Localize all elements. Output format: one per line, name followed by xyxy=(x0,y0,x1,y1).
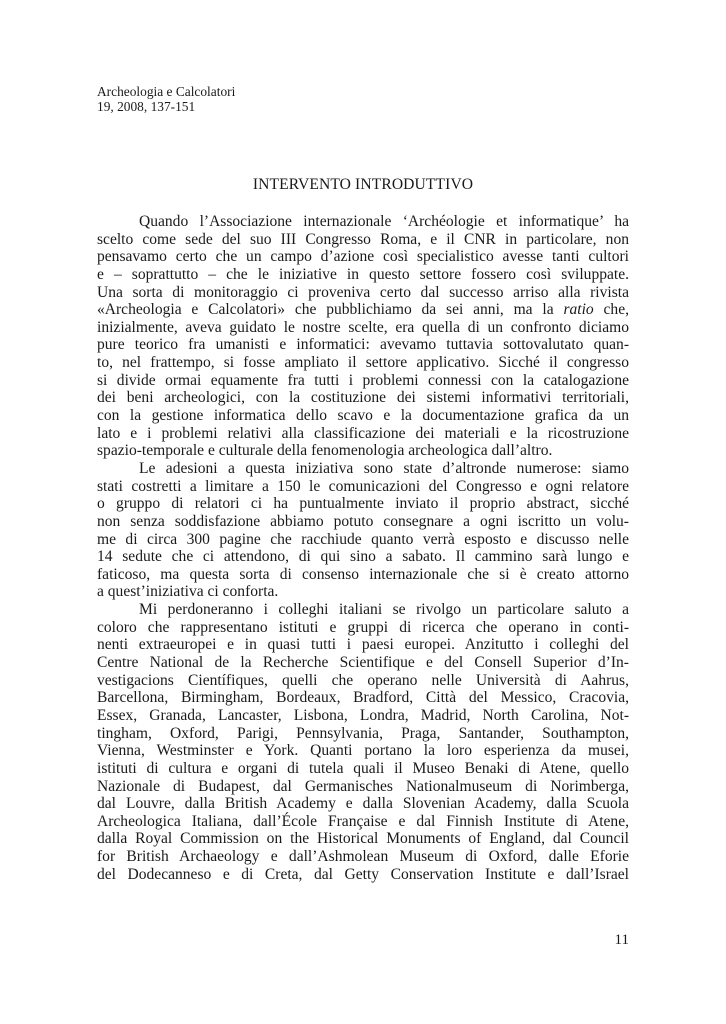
text-line: coloro che rappresentano istituti e gruppi di ricerca che operano in conti- xyxy=(97,618,629,636)
text-line: dalla Royal Commission on the Historical Monuments of England, dal Council xyxy=(97,830,629,848)
text-line: istituti di cultura e organi di tutela quali il Museo Benaki di Atene, quello xyxy=(97,759,629,777)
text-line: to, nel frattempo, si fosse ampliato il settore applicativo. Sicché il congresso xyxy=(97,354,629,372)
body-text xyxy=(97,213,629,883)
page-title: INTERVENTO INTRODUTTIVO xyxy=(252,176,474,193)
text-line: dal Louvre, dalla British Academy e dalla Slovenian Academy, dalla Scuola xyxy=(97,795,629,813)
italic-word: ratio xyxy=(563,301,594,319)
text-line: lato e i problemi relativi alla classificazione dei materiali e la ricostruzione xyxy=(97,424,629,442)
text-line: Essex, Granada, Lancaster, Lisbona, Londra, Madrid, North Carolina, Not- xyxy=(97,706,629,724)
journal-issue: 19, 2008, 137-151 xyxy=(97,99,196,114)
text-line: me di circa 300 pagine che racchiude quanto verrà esposto e discusso nelle xyxy=(97,530,629,548)
text-line: pensavamo certo che un campo d’azione così specialistico avesse tanti cultori xyxy=(97,248,629,266)
text-line: vestigacions Científiques, quelli che operano nelle Università di Aahrus, xyxy=(97,671,629,689)
text-line: pure teorico fra umanisti e informatici: avevamo tuttavia sottovalutato quan- xyxy=(97,336,629,354)
text-line: si divide ormai equamente fra tutti i problemi connessi con la catalogazione xyxy=(97,371,629,389)
text-line: non senza soddisfazione abbiamo potuto consegnare a ogni iscritto un volu- xyxy=(97,512,629,530)
text-line: Centre National de la Recherche Scientifique e del Consell Superior d’In- xyxy=(97,654,629,672)
text-line: con la gestione informatica dello scavo e la documentazione grafica da un xyxy=(97,407,629,425)
text-line: spazio-temporale e culturale della fenomenologia archeologica dall’altro. xyxy=(97,442,553,460)
text-line: «Archeologia e Calcolatori» che pubblichiamo da sei anni, ma la ratio che, xyxy=(97,301,629,319)
text-line: inizialmente, aveva guidato le nostre scelte, era quella di un confronto diciamo xyxy=(97,318,629,336)
paragraph xyxy=(97,213,629,460)
journal-header xyxy=(97,84,235,114)
text-line: Le adesioni a questa iniziativa sono state d’altronde numerose: siamo xyxy=(139,459,629,477)
journal-title: Archeologia e Calcolatori xyxy=(97,84,236,99)
text-line: scelto come sede del suo III Congresso Roma, e il CNR in particolare, non xyxy=(97,230,629,248)
text-line: Mi perdoneranno i colleghi italiani se rivolgo un particolare saluto a xyxy=(139,601,629,619)
text-line: Vienna, Westminster e York. Quanti portano la loro esperienza da musei, xyxy=(97,742,629,760)
paragraph xyxy=(97,601,629,883)
text-line: e – soprattutto – che le iniziative in questo settore fossero così sviluppate. xyxy=(97,265,629,283)
text-line: Quando l’Associazione internazionale ‘Archéologie et informatique’ ha xyxy=(139,213,629,230)
text-line: faticoso, ma questa sorta di consenso internazionale che si è creato attorno xyxy=(97,565,629,583)
text-line: tingham, Oxford, Parigi, Pennsylvania, Praga, Santander, Southampton, xyxy=(97,724,629,742)
text-line: del Dodecanneso e di Creta, dal Getty Conservation Institute e dall’Israel xyxy=(97,865,629,883)
text-line: dei beni archeologici, con la costituzione dei sistemi informativi territoriali, xyxy=(97,389,629,407)
text-line: nenti extraeuropei e in quasi tutti i paesi europei. Anzitutto i colleghi del xyxy=(97,636,629,654)
text-line: 14 sedute che ci attendono, di qui sino a sabato. Il cammino sarà lungo e xyxy=(97,548,629,566)
text-line: Barcellona, Birmingham, Bordeaux, Bradford, Città del Messico, Cracovia, xyxy=(97,689,629,707)
text-line: Una sorta di monitoraggio ci proveniva certo dal successo arriso alla rivista xyxy=(97,283,629,301)
text-line: Archeologica Italiana, dall’École Française e dal Finnish Institute di Atene, xyxy=(97,812,629,830)
page-number: 11 xyxy=(614,932,629,948)
text-line: for British Archaeology e dall’Ashmolean Museum di Oxford, dalle Eforie xyxy=(97,848,629,866)
paragraph xyxy=(97,460,629,601)
text-line: Nazionale di Budapest, dal Germanisches Nationalmuseum di Norimberga, xyxy=(97,777,629,795)
text-line: a quest’iniziativa ci conforta. xyxy=(97,583,279,601)
text-line: o gruppo di relatori ci ha puntualmente inviato il proprio abstract, sicché xyxy=(97,495,629,513)
text-line: stati costretti a limitare a 150 le comunicazioni del Congresso e ogni relatore xyxy=(97,477,629,495)
